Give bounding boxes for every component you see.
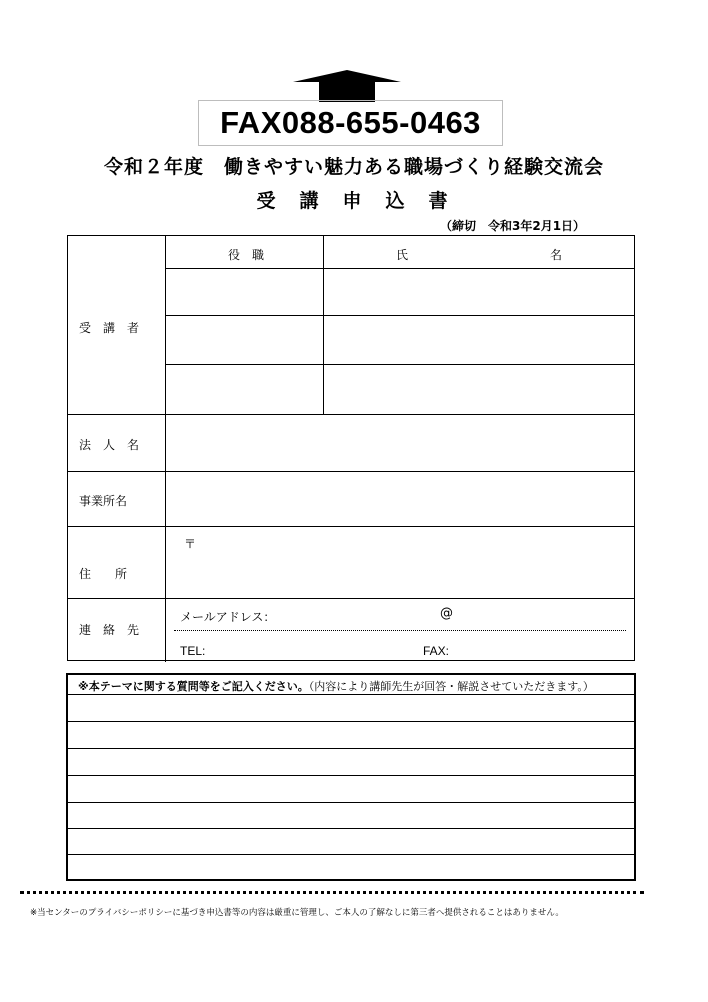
position-field-3[interactable] — [166, 365, 323, 414]
cut-line — [20, 891, 644, 894]
position-field-1[interactable] — [166, 269, 323, 315]
fax-label: FAX: — [423, 644, 450, 658]
email-label: メールアドレス： — [180, 610, 276, 624]
form-divider — [68, 598, 635, 599]
office-label: 事業所名 — [79, 494, 128, 508]
contact-label: 連 絡 先 — [79, 623, 140, 637]
document-title: 令和２年度 働きやすい魅力ある職場づくり経験交流会 — [103, 156, 604, 178]
contact-dotted-line — [174, 630, 626, 631]
corporation-field[interactable] — [166, 415, 635, 471]
question-heading-note: （内容により講師先生が回答・解説させていただきます。） — [308, 680, 594, 693]
at-mark: @ — [440, 606, 453, 621]
name-field-2[interactable] — [324, 316, 635, 364]
question-box — [66, 673, 636, 881]
address-field[interactable] — [166, 527, 635, 598]
corporation-label: 法 人 名 — [79, 438, 140, 452]
email-field[interactable] — [278, 602, 628, 628]
fax-field[interactable] — [453, 636, 628, 660]
document-subtitle: 受講申込書 — [256, 190, 472, 212]
privacy-footnote: ※当センターのプライバシーポリシーに基づき申込書等の内容は厳重に管理し、ご本人の了解なしに第三者へ提供されることはありません。 — [30, 908, 564, 918]
question-heading — [78, 678, 594, 694]
fax-number-box — [198, 100, 503, 146]
up-arrow-icon — [293, 70, 401, 102]
name-field-3[interactable] — [324, 365, 635, 414]
deadline-note: （締切 令和3年2月1日） — [440, 219, 586, 233]
name-field-1[interactable] — [324, 269, 635, 315]
application-form — [67, 235, 635, 661]
address-label: 住 所 — [79, 567, 128, 581]
tel-field[interactable] — [213, 636, 413, 660]
name-header-right: 名 — [550, 248, 563, 262]
question-field[interactable] — [68, 695, 634, 879]
fax-number: FAX088-655-0463 — [220, 105, 481, 140]
attendee-label: 受 講 者 — [79, 321, 140, 335]
postal-mark: 〒 — [184, 537, 197, 551]
tel-label: TEL: — [180, 644, 206, 658]
position-header: 役 職 — [228, 248, 265, 262]
office-field[interactable] — [166, 472, 635, 526]
position-field-2[interactable] — [166, 316, 323, 364]
question-heading-bold: ※本テーマに関する質問等をご記入ください。 — [78, 680, 309, 693]
name-header-left: 氏 — [396, 248, 409, 262]
